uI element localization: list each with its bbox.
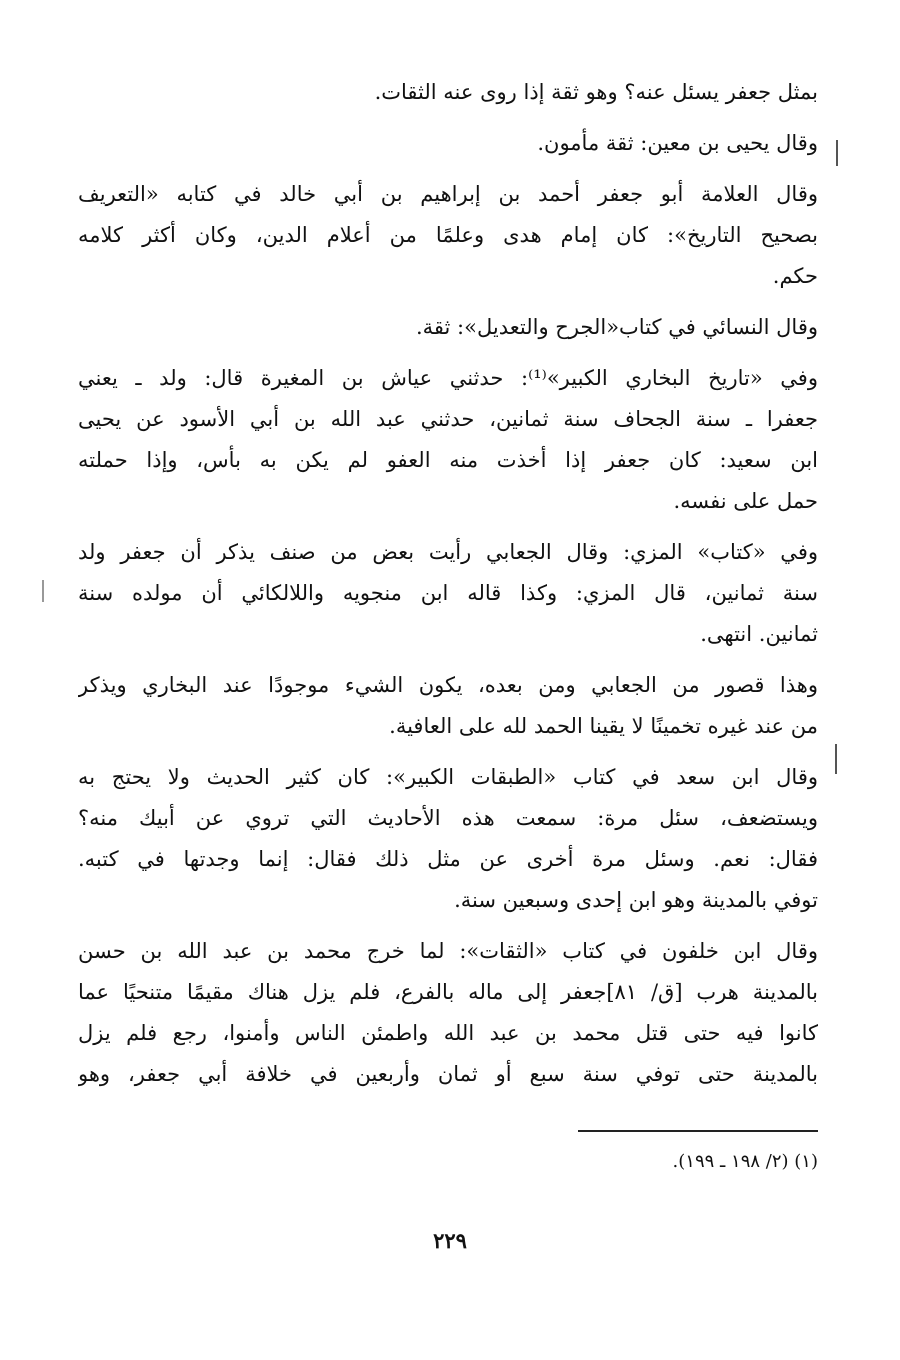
text-line: حمل على نفسه. [673,489,818,513]
text-line: من عند غيره تخمينًا لا يقينا الحمد لله على العافية. [389,714,818,738]
page-number: ٢٢٩ [433,1228,467,1253]
footnote-divider [578,1130,818,1132]
text-line: جعفرا ـ سنة الجحاف سنة ثمانين، حدثني عبد الله بن أبي الأسود عن يحيى [78,407,818,431]
paragraph [78,931,818,1095]
paragraph [78,665,818,747]
paragraph [78,757,818,921]
text-line: ويستضعف، سئل مرة: سمعت هذه الأحاديث التي تروي عن أبيك منه؟ [78,806,818,830]
text-line: ثمانين. انتهى. [700,622,818,646]
paragraph [78,307,818,348]
paragraph [78,123,818,164]
text-line: حكم. [772,264,818,288]
scan-mark [42,580,44,602]
text-line: وقال ابن سعد في كتاب «الطبقات الكبير»: كان كثير الحديث ولا يحتج به [78,765,818,789]
text-line: سنة ثمانين، قال المزي: وكذا قاله ابن منجويه واللالكائي أن مولده سنة [78,581,818,605]
paragraph [78,174,818,297]
scan-mark [836,140,838,166]
text-line: ابن سعيد: كان جعفر إذا أخذت منه العفو لم يكن به بأس، وإذا حملته [78,448,818,472]
scan-mark [835,744,837,774]
text-line: توفي بالمدينة وهو ابن إحدى وسبعين سنة. [454,888,818,912]
paragraph [78,532,818,655]
paragraph [78,358,818,522]
text-line: وقال يحيى بن معين: ثقة مأمون. [537,131,818,155]
text-line: بالمدينة هرب [ق/ ٨١]جعفر إلى ماله بالفرع، فلم يزل هناك مقيمًا متنحيًا عما [78,980,818,1004]
footnote: (١) (٢/ ١٩٨ ـ ١٩٩). [672,1151,818,1172]
text-line: وقال ابن خلفون في كتاب «الثقات»: لما خرج محمد بن عبد الله بن حسن [78,939,818,963]
main-text [78,72,818,1105]
text-line: وفي «تاريخ البخاري الكبير»⁽¹⁾: حدثني عياش بن المغيرة قال: ولد ـ يعني [78,366,818,390]
text-line: كانوا فيه حتى قتل محمد بن عبد الله واطمئن الناس وأمنوا، رجع فلم يزل [78,1021,818,1045]
text-line: بمثل جعفر يسئل عنه؟ وهو ثقة إذا روى عنه الثقات. [374,80,818,104]
text-line: وقال النسائي في كتاب«الجرح والتعديل»: ثقة. [415,315,818,339]
text-line: بالمدينة حتى توفي سنة سبع أو ثمان وأربعين في خلافة أبي جعفر، وهو [78,1062,818,1086]
text-line: وهذا قصور من الجعابي ومن بعده، يكون الشيء موجودًا عند البخاري ويذكر [78,673,818,697]
text-line: وفي «كتاب» المزي: وقال الجعابي رأيت بعض من صنف يذكر أن جعفر ولد [78,540,818,564]
paragraph [78,72,818,113]
text-line: بصحيح التاريخ»: كان إمام هدى وعلمًا من أعلام الدين، وكان أكثر كلامه [78,223,818,247]
text-line: فقال: نعم. وسئل مرة أخرى عن مثل ذلك فقال: إنما وجدتها في كتبه. [78,847,818,871]
text-line: وقال العلامة أبو جعفر أحمد بن إبراهيم بن أبي خالد في كتابه «التعريف [78,182,818,206]
